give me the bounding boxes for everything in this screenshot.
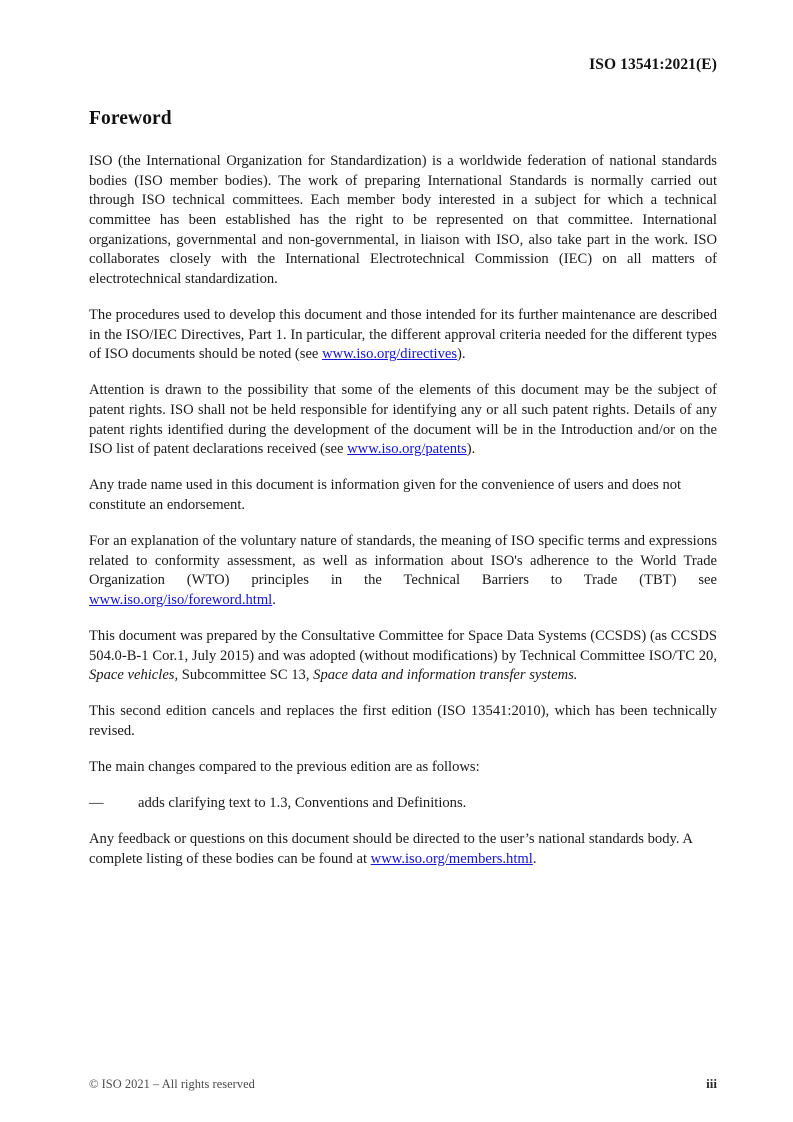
paragraph-text: Any feedback or questions on this document should be directed to the user’s national standards body. A complete listing of these bodies can be found at [89, 831, 693, 867]
paragraph-text-tail: . [272, 591, 276, 608]
italic-space-data-transfer: Space data and information transfer systems. [313, 667, 578, 684]
paragraph-trade-name [89, 476, 717, 515]
italic-space-vehicles: Space vehicles, [89, 667, 179, 684]
paragraph-text-tail: ). [466, 441, 476, 458]
paragraph-text-tail: ). [457, 346, 466, 363]
page-number: iii [706, 1076, 717, 1091]
paragraph-feedback [89, 830, 717, 869]
paragraph-prepared-by [89, 627, 717, 686]
paragraph-text: This document was prepared by the Consultative Committee for Space Data Systems (CCSDS) (as CCSDS 504.0-B-1 Cor.1, July 2015) and was adopted (without modifications) by Technical Committee ISO/TC 20, [89, 628, 717, 664]
dash-marker-icon: — [89, 795, 104, 812]
paragraph-text: This second edition cancels and replaces the first edition (ISO 13541:2010), which has been technically revised. [89, 703, 717, 739]
paragraph-patent-rights [89, 381, 717, 460]
page-title: Foreword [89, 108, 172, 129]
paragraph-text-mid: Subcommittee SC 13, [178, 667, 314, 684]
paragraph-text: Any trade name used in this document is information given for the convenience of users and does not constitute an endorsement. [89, 477, 682, 513]
running-header: ISO 13541:2021(E) [589, 56, 717, 73]
list-item-label: adds clarifying text to 1.3, Conventions and Definitions. [138, 795, 467, 812]
change-list [89, 794, 717, 814]
paragraph-second-edition [89, 702, 717, 741]
paragraph-main-changes-intro [89, 758, 717, 778]
paragraph-text: ISO (the International Organization for Standardization) is a worldwide federation of national standards bodies (ISO member bodies). The work of preparing International Standards is normally carried out through ISO technical committees. Each member body interested in a subject for which a technical committee has been established has the right to be represented on that committee. International organizations, governmental and non-governmental, in liaison with ISO, also take part in the work. ISO collaborates closely with the International Electrotechnical Commission (IEC) on all matters of electrotechnical standardization. [89, 153, 717, 287]
page-footer [89, 1076, 717, 1092]
paragraph-procedures [89, 306, 717, 365]
link-iso-members[interactable]: www.iso.org/members.html [370, 851, 533, 867]
paragraph-text: Attention is drawn to the possibility that some of the elements of this document may be the subject of patent rights. ISO shall not be held responsible for identifying any or all such patent rights. Details of any patent rights identified during the development of the document will be in the Introduction and/or on the ISO list of patent declarations received (see [89, 382, 717, 458]
link-iso-patents[interactable]: www.iso.org/patents [347, 441, 467, 458]
paragraph-iso-definition [89, 152, 717, 289]
link-iso-foreword[interactable]: www.iso.org/iso/foreword.html [89, 591, 273, 608]
link-iso-directives[interactable]: www.iso.org/directives [322, 346, 458, 363]
paragraph-text: For an explanation of the voluntary nature of standards, the meaning of ISO specific terms and expressions related to conformity assessment, as well as information about ISO's adherence to the World Trade Organization (WTO) principles in the Technical Barriers to Trade (TBT) see [89, 533, 717, 589]
paragraph-text: The main changes compared to the previous edition are as follows: [89, 759, 480, 776]
foreword-content [89, 108, 717, 870]
paragraph-text-tail: . [532, 851, 537, 867]
copyright-notice: © ISO 2021 – All rights reserved [89, 1077, 255, 1091]
paragraph-voluntary-nature [89, 532, 717, 611]
list-item [89, 794, 717, 814]
paragraph-text: The procedures used to develop this document and those intended for its further maintenance are described in the ISO/IEC Directives, Part 1. In particular, the different approval criteria needed for the different types of ISO documents should be noted (see [89, 306, 717, 363]
